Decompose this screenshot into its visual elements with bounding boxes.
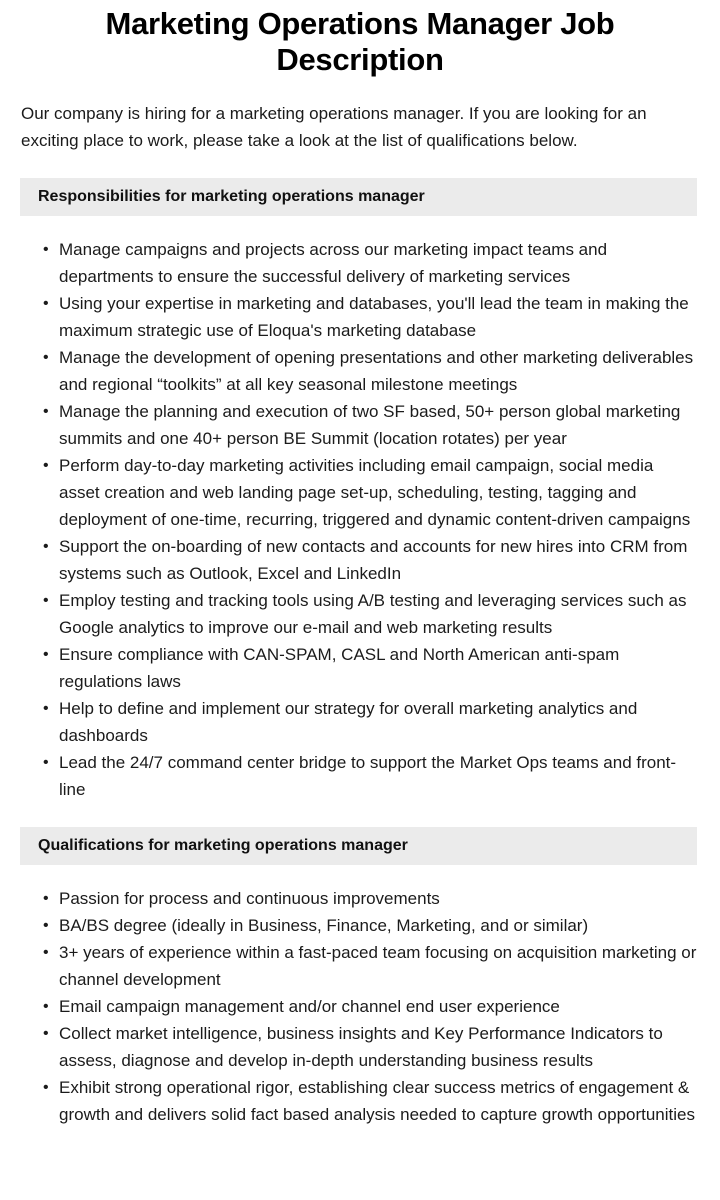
list-item: • Manage the planning and execution of two SF based, 50+ person global marketing summits and one 40+ person BE Summit (location rotates) per year [0,398,720,452]
responsibilities-list [0,216,720,803]
intro-paragraph: Our company is hiring for a marketing operations manager. If you are looking for an exciting place to work, please take a look at the list of qualifications below. [21,104,647,150]
list-item: • Using your expertise in marketing and databases, you'll lead the team in making the maximum strategic use of Eloqua's marketing database [0,290,720,344]
bottom-spacer [0,1128,720,1162]
list-item: • Perform day-to-day marketing activities including email campaign, social media asset creation and web landing page set-up, scheduling, testing, tagging and deployment of one-time, recurring, triggered and dynamic content-driven campaigns [0,452,720,533]
list-item: • Lead the 24/7 command center bridge to support the Market Ops teams and front-line [0,749,720,803]
list-item: • BA/BS degree (ideally in Business, Finance, Marketing, and or similar) [0,912,720,939]
list-item: • Collect market intelligence, business insights and Key Performance Indicators to assess, diagnose and develop in-depth understanding business results [0,1020,720,1074]
list-item: • Passion for process and continuous improvements [0,885,720,912]
list-item: • Ensure compliance with CAN-SPAM, CASL and North American anti-spam regulations laws [0,641,720,695]
list-item: • Manage campaigns and projects across our marketing impact teams and departments to ensure the successful delivery of marketing services [0,236,720,290]
list-item: • 3+ years of experience within a fast-paced team focusing on acquisition marketing or channel development [0,939,720,993]
qualifications-list [0,865,720,1128]
list-item: • Help to define and implement our strategy for overall marketing analytics and dashboards [0,695,720,749]
section-heading-responsibilities: Responsibilities for marketing operations manager [20,178,697,216]
list-item: • Support the on-boarding of new contacts and accounts for new hires into CRM from systems such as Outlook, Excel and LinkedIn [0,533,720,587]
list-item: • Manage the development of opening presentations and other marketing deliverables and regional “toolkits” at all key seasonal milestone meetings [0,344,720,398]
page-title: Marketing Operations Manager Job Description [105,6,615,77]
list-item: • Email campaign management and/or channel end user experience [0,993,720,1020]
section-heading-qualifications: Qualifications for marketing operations manager [20,827,697,865]
list-item: • Exhibit strong operational rigor, establishing clear success metrics of engagement & growth and delivers solid fact based analysis needed to capture growth opportunities [0,1074,720,1128]
section-responsibilities [0,178,720,803]
list-item: • Employ testing and tracking tools using A/B testing and leveraging services such as Google analytics to improve our e-mail and web marketing results [0,587,720,641]
section-qualifications [0,827,720,1128]
